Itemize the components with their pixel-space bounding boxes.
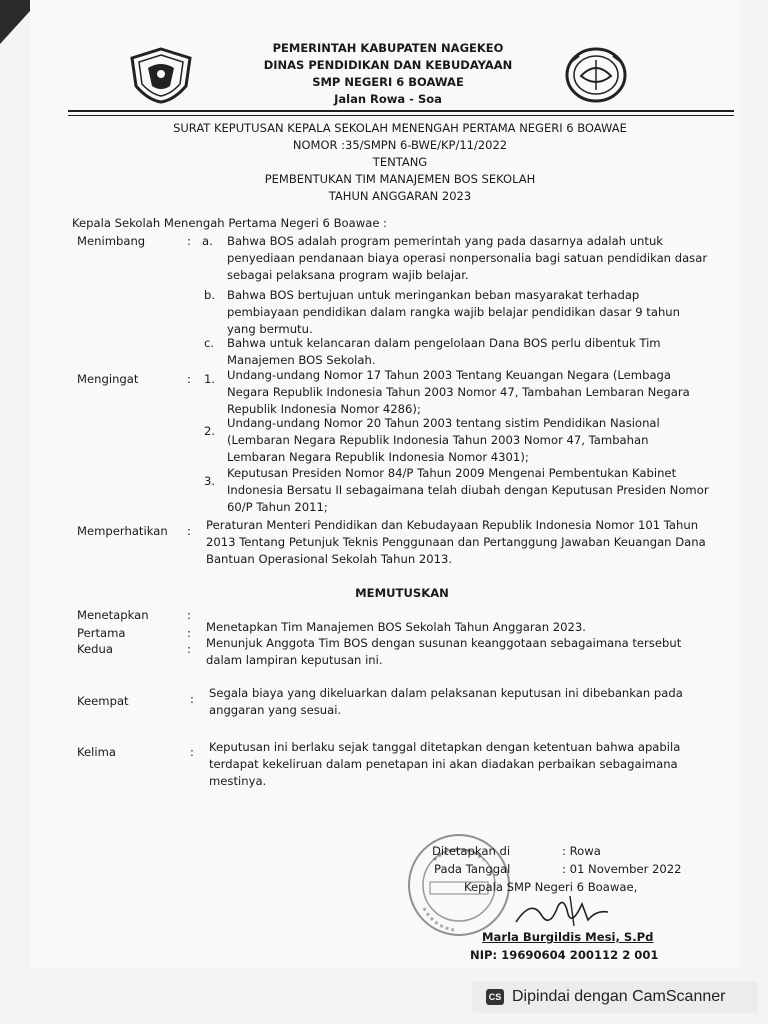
colon: : [187, 234, 191, 248]
colon: : [187, 608, 191, 622]
text-line: Keputusan ini berlaku sejak tanggal ditetapkan dengan ketentuan bahwa apabila [209, 740, 681, 754]
keempat-text [209, 685, 729, 719]
menimbang-item-b [227, 287, 727, 338]
keempat-label: Keempat [77, 694, 129, 708]
text-line: anggaran yang sesuai. [209, 703, 342, 717]
title-subject: PEMBENTUKAN TIM MANAJEMEN BOS SEKOLAH [264, 172, 536, 186]
kedua-text [206, 635, 726, 669]
camscanner-watermark [472, 981, 758, 1013]
signer-nip: NIP: 19690604 200112 2 001 [470, 948, 659, 962]
decree-title [120, 120, 680, 205]
text-line: Undang-undang Nomor 20 Tahun 2003 tentang sistim Pendidikan Nasional [227, 416, 660, 430]
colon: : [190, 745, 194, 759]
menimbang-item-c [227, 335, 727, 369]
title-line-1: SURAT KEPUTUSAN KEPALA SEKOLAH MENENGAH PERTAMA NEGERI 6 BOAWAE [173, 121, 627, 135]
title-line-3: TENTANG [372, 155, 428, 169]
menimbang-label: Menimbang [77, 234, 146, 248]
ditetapkan-label: Ditetapkan di [432, 844, 511, 858]
memutuskan-heading: MEMUTUSKAN [355, 586, 449, 600]
pertama-text [206, 619, 726, 636]
signer-name: Marla Burgildis Mesi, S.Pd [482, 930, 654, 944]
text-line: terdapat kekeliruan dalam penetapan ini akan diadakan perbaikan sebagaimana [209, 757, 678, 771]
kedua-label: Kedua [77, 642, 113, 656]
letterhead-divider [68, 110, 734, 116]
text-line: 60/P Tahun 2011; [227, 500, 328, 514]
tanggal-label: Pada Tanggal [434, 862, 511, 876]
menetapkan-label: Menetapkan [77, 608, 149, 622]
memperhatikan-text [206, 517, 726, 568]
mengingat-item-2 [227, 415, 727, 466]
text-line: dalam lampiran keputusan ini. [206, 653, 383, 667]
letterhead [68, 38, 736, 110]
mengingat-label: Mengingat [77, 372, 139, 386]
ditetapkan-value: : Rowa [562, 844, 601, 858]
dept-name: DINAS PENDIDIKAN DAN KEBUDAYAAN [263, 58, 513, 72]
text-line: Bahwa untuk kelancaran dalam pengelolaan Dana BOS perlu dibentuk Tim [227, 336, 661, 350]
text-line: pembiayaan pendidikan dalam rangka wajib belajar pendidikan dasar 9 tahun [227, 305, 681, 319]
camscanner-logo-icon: CS [486, 989, 504, 1005]
mengingat-item-1 [227, 367, 727, 418]
text-line: Menunjuk Anggota Tim BOS dengan susunan keanggotaan sebagaimana tersebut [206, 636, 682, 650]
text-line: (Lembaran Negara Republik Indonesia Tahun 2003 Nomor 47, Tambahan [227, 433, 649, 447]
gov-name: PEMERINTAH KABUPATEN NAGEKEO [272, 41, 504, 55]
text-line: Keputusan Presiden Nomor 84/P Tahun 2009 Mengenai Pembentukan Kabinet [227, 466, 677, 480]
kelima-label: Kelima [77, 745, 116, 759]
text-line: Undang-undang Nomor 17 Tahun 2003 Tentang Keuangan Negara (Lembaga [227, 368, 672, 382]
text-line: mestinya. [209, 774, 267, 788]
text-line: Bahwa BOS adalah program pemerintah yang pada dasarnya adalah untuk [227, 234, 664, 248]
colon: : [187, 626, 191, 640]
handwritten-signature-icon [512, 892, 612, 930]
text-line: Republik Indonesia Nomor 4286); [227, 402, 421, 416]
item-mark: 2. [204, 424, 216, 438]
text-line: 2013 Tentang Petunjuk Teknis Penggunaan dan Pertanggung Jawaban Keuangan Dana [206, 535, 706, 549]
text-line: Peraturan Menteri Pendidikan dan Kebudayaan Republik Indonesia Nomor 101 Tahun [206, 518, 699, 532]
text-line: Bantuan Operasional Sekolah Tahun 2013. [206, 552, 453, 566]
decree-number: NOMOR :35/SMPN 6-BWE/KP/11/2022 [292, 138, 508, 152]
camscanner-text: Dipindai dengan CamScanner [512, 988, 726, 1005]
letterhead-text [218, 40, 558, 108]
colon: : [187, 372, 191, 386]
text-line: penyediaan pendanaan biaya operasi nonpersonalia bagi satuan pendidikan dasar [227, 251, 708, 265]
pertama-label: Pertama [77, 626, 126, 640]
menimbang-item-a [227, 233, 727, 284]
kelima-text [209, 739, 729, 790]
colon: : [187, 642, 191, 656]
text-line: yang bermutu. [227, 322, 313, 336]
signer-position: Kepala SMP Negeri 6 Boawae, [464, 880, 638, 894]
intro-line: Kepala Sekolah Menengah Pertama Negeri 6 Boawae : [72, 216, 388, 230]
school-address: Jalan Rowa - Soa [334, 92, 442, 106]
text-line: Indonesia Bersatu II sebagaimana telah diubah dengan Keputusan Presiden Nomor [227, 483, 709, 497]
text-line: Negara Republik Indonesia Tahun 2003 Nomor 47, Tambahan Lembaran Negara [227, 385, 690, 399]
education-emblem-icon [563, 46, 629, 104]
mengingat-item-3 [227, 465, 727, 516]
item-mark: 3. [204, 474, 216, 488]
memperhatikan-label: Memperhatikan [77, 524, 168, 538]
item-mark: a. [202, 234, 213, 248]
tanggal-value: : 01 November 2022 [562, 862, 682, 876]
colon: : [190, 692, 194, 706]
signature-block [412, 842, 692, 962]
item-mark: b. [204, 288, 216, 302]
text-line: Bahwa BOS bertujuan untuk meringankan beban masyarakat terhadap [227, 288, 640, 302]
text-line: Manajemen BOS Sekolah. [227, 353, 376, 367]
text-line: sebagai pelaksana program wajib belajar. [227, 268, 469, 282]
title-year: TAHUN ANGGARAN 2023 [328, 189, 472, 203]
text-line: Lembaran Negara Republik Indonesia Nomor 4301); [227, 450, 529, 464]
school-name: SMP NEGERI 6 BOAWAE [312, 75, 464, 89]
item-mark: 1. [204, 372, 216, 386]
colon: : [187, 524, 191, 538]
item-mark: c. [204, 336, 215, 350]
regency-emblem-icon [126, 46, 196, 104]
text-line: Segala biaya yang dikeluarkan dalam pelaksanan keputusan ini dibebankan pada [209, 686, 683, 700]
text-line: Menetapkan Tim Manajemen BOS Sekolah Tahun Anggaran 2023. [206, 620, 586, 634]
